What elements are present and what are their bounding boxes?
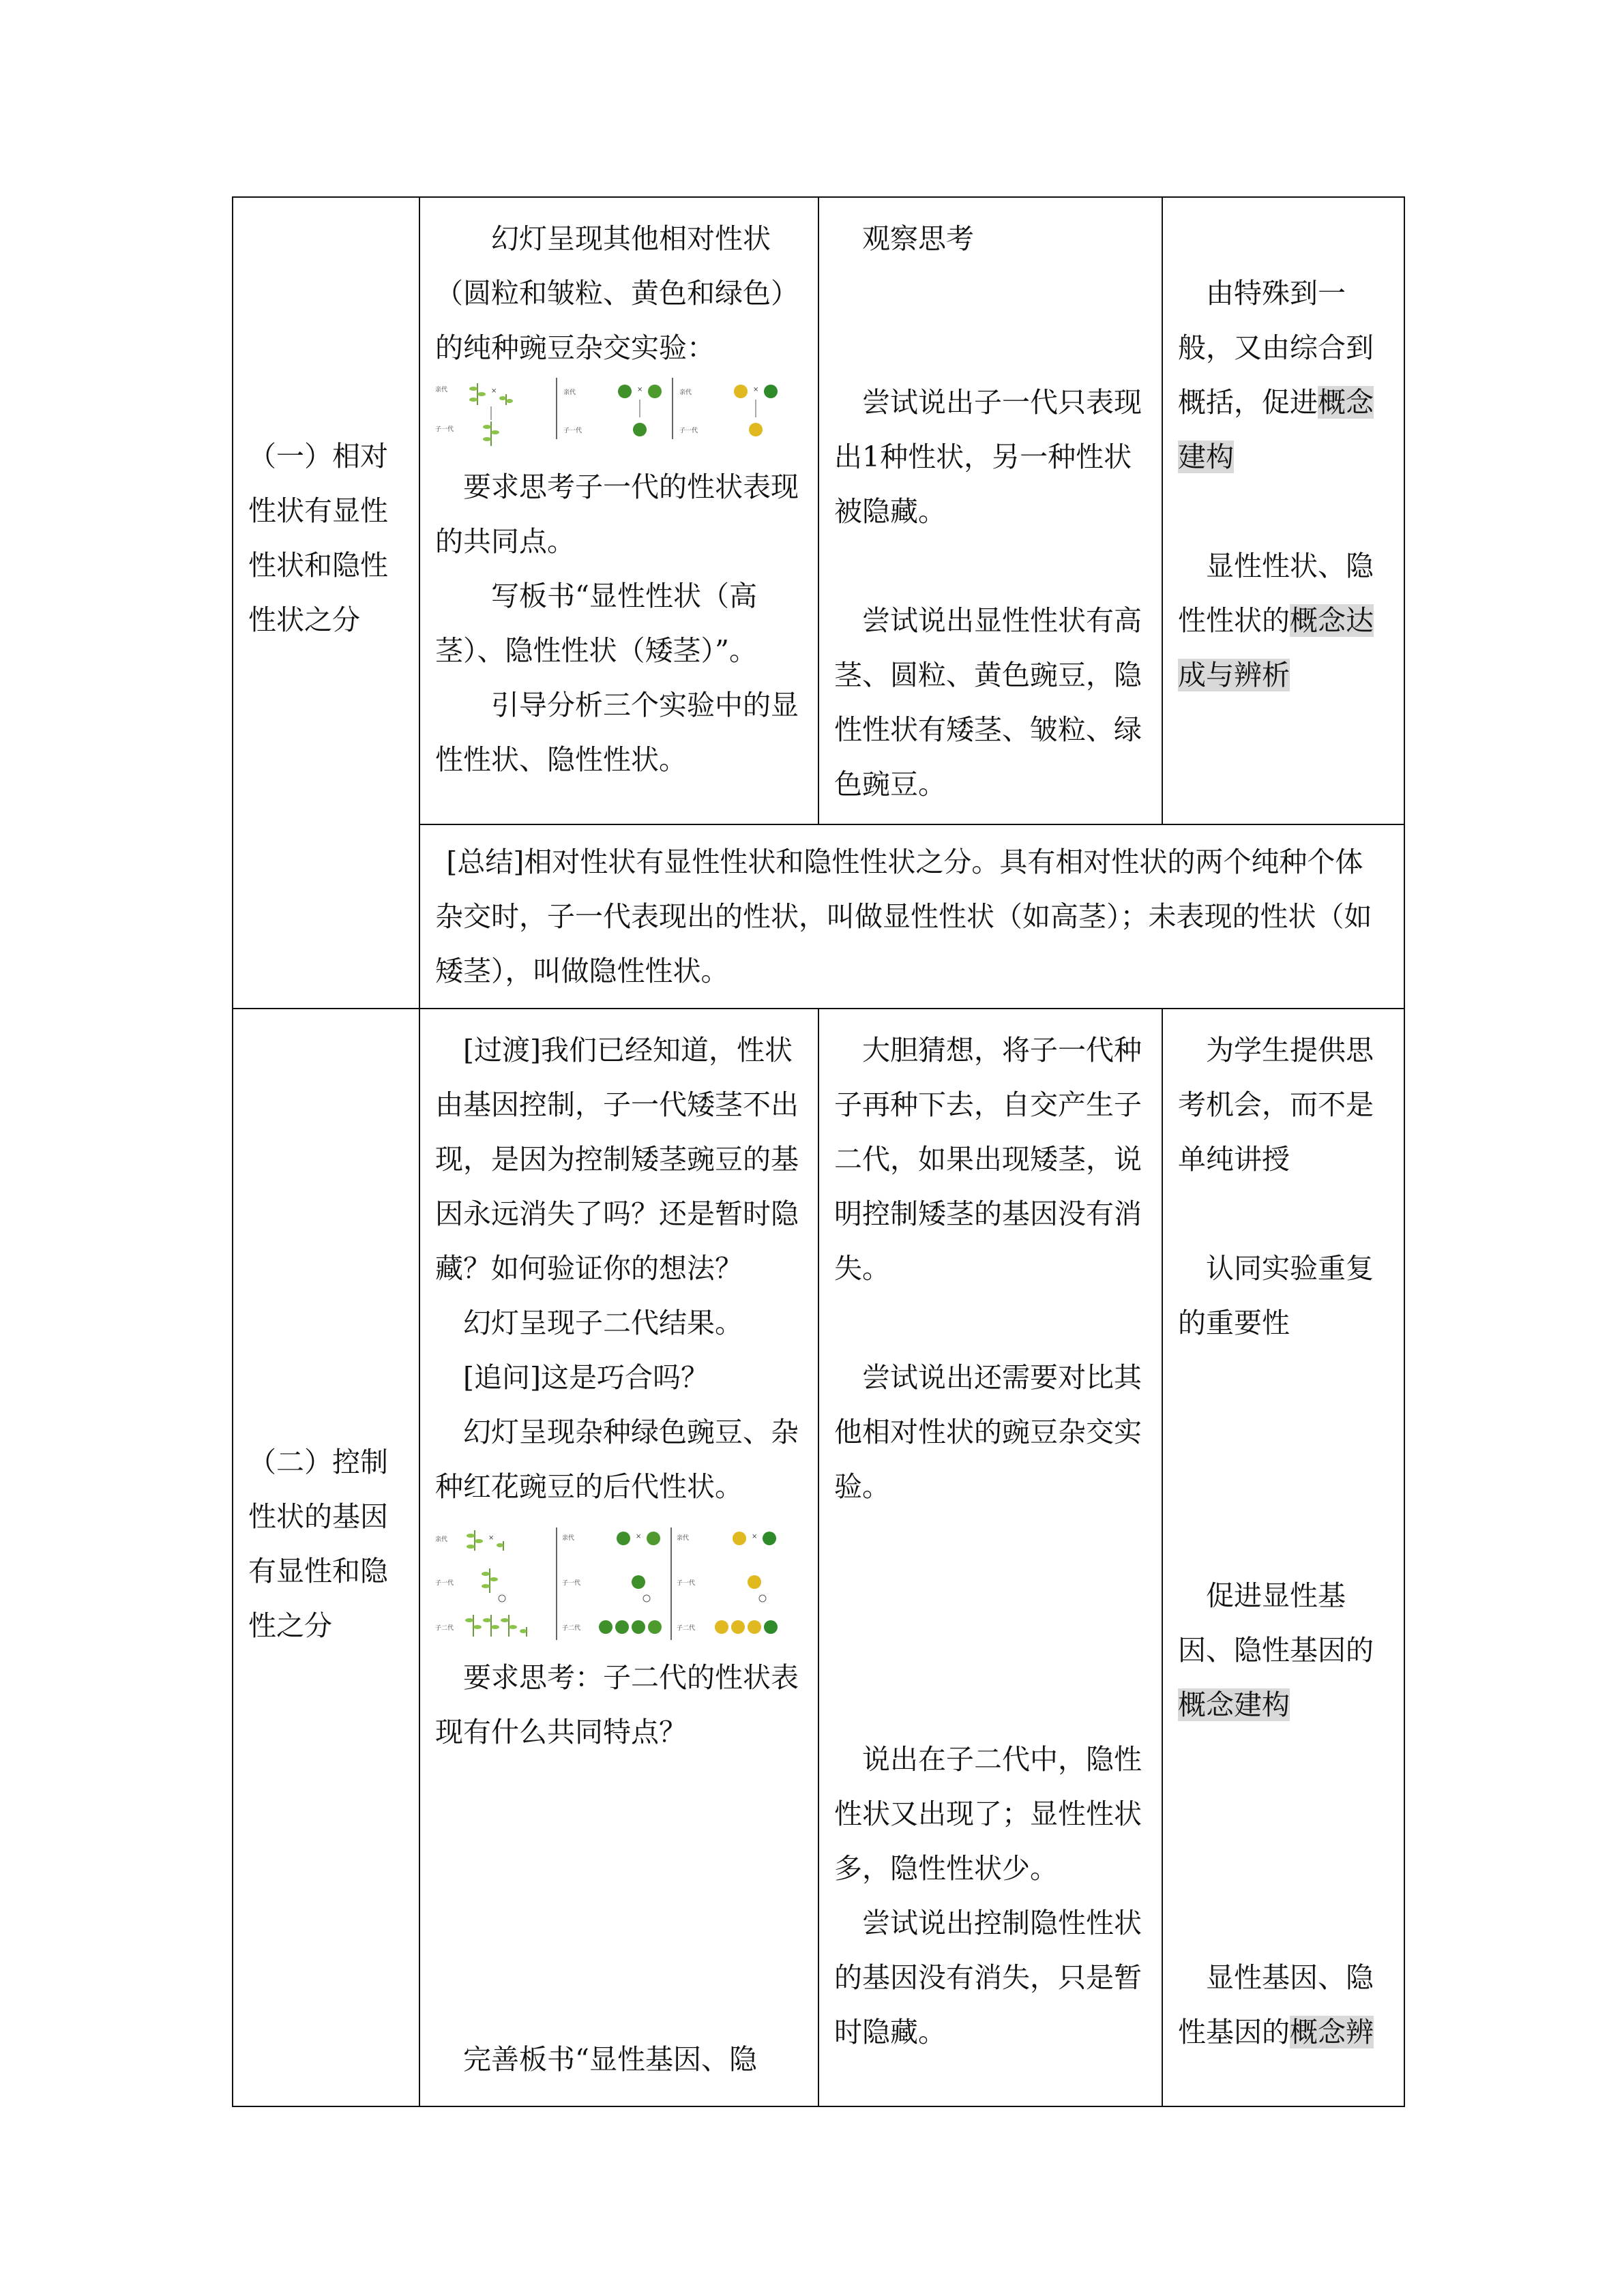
- section2-row: [233, 1009, 1404, 2106]
- fig4-f1-label: 子一代: [435, 1580, 454, 1587]
- section2-intent-cell: [1162, 1009, 1404, 2106]
- fig6-f1-label: 子一代: [677, 1580, 696, 1587]
- section2-student-p2: 尝试说出还需要对比其他相对性状的豌豆杂交实验。: [834, 1361, 1142, 1503]
- short-plant-icon: [497, 1541, 503, 1551]
- section1-teacher-p4: 引导分析三个实验中的显性性状、隐性性状。: [435, 689, 799, 776]
- highlight-concept-distinguish: 概念辨: [1290, 2016, 1374, 2048]
- f1-round-pea-icon: [633, 423, 647, 436]
- section1-student-p2: 尝试说出子一代只表现出1种性状，另一种性状被隐藏。: [834, 386, 1142, 528]
- section2-intent-p2: 认同实验重复的重要性: [1178, 1252, 1374, 1339]
- fig2-parent-label: 亲代: [563, 389, 576, 396]
- section1-teacher-p2: 要求思考子一代的性状表现的共同点。: [435, 471, 799, 558]
- tall-plant-icon: [469, 383, 486, 405]
- fig4-parent-label: 亲代: [435, 1536, 448, 1543]
- section2-intent-p1: 为学生提供思考机会，而不是单纯讲授: [1178, 1034, 1374, 1176]
- pea-cross-f1-figure: [435, 378, 803, 453]
- fig5-f2-label: 子二代: [562, 1625, 581, 1632]
- section2-title-cell: [233, 1009, 419, 2106]
- fig6-parent-label: 亲代: [677, 1535, 690, 1542]
- section2-student-cell: [818, 1009, 1162, 2106]
- f2-plants-icon: [465, 1615, 527, 1637]
- section1-summary: [总结]相对性状有显性性状和隐性性状之分。具有相对性状的两个纯种个体杂交时，子一代表现出的性状，叫做显性性状（如高茎）；未表现的性状（如矮茎），叫做隐性性状。: [435, 846, 1372, 987]
- highlight-concept-analysis: 概念达成与辨析: [1178, 604, 1374, 691]
- section2-teacher-p3: [追问]这是巧合吗？: [463, 1361, 709, 1394]
- f1-plant-icon: [483, 421, 499, 446]
- section1-intent-p1: 由特殊到一般，又由综合到概括，促进概念建构: [1178, 277, 1374, 473]
- fig3-parent-label: 亲代: [679, 389, 692, 396]
- section1-title-cell: [233, 197, 419, 1009]
- lesson-plan-table: [232, 196, 1405, 2107]
- f1-yellow-pea-icon: [749, 423, 763, 436]
- svg-text:×: ×: [636, 1533, 642, 1540]
- fig1-parent-label: 亲代: [435, 387, 448, 393]
- svg-text:×: ×: [491, 387, 497, 395]
- section2-title: （二）控制性状的基因有显性和隐性之分: [248, 1446, 388, 1642]
- section1-intent-cell: [1162, 197, 1404, 824]
- section2-student-p1: 大胆猜想，将子一代种子再种下去，自交产生子二代，如果出现矮茎，说明控制矮茎的基因没有消失。: [834, 1034, 1142, 1285]
- section2-teacher-p2: 幻灯呈现子二代结果。: [463, 1307, 743, 1339]
- tall-plant-icon: [467, 1530, 483, 1551]
- section1-student-p3: 尝试说出显性性状有高茎、圆粒、黄色豌豆，隐性性状有矮茎、皱粒、绿色豌豆。: [834, 604, 1142, 801]
- section2-intent-p3: 促进显性基因、隐性基因的概念建构: [1178, 1579, 1374, 1721]
- wrinkled-pea-icon: [648, 385, 662, 398]
- highlight-concept-building: 概念建构: [1178, 386, 1374, 473]
- section2-student-p3: 说出在子二代中，隐性性状又出现了；显性性状多，隐性性状少。: [834, 1743, 1142, 1885]
- section2-teacher-p1: [过渡]我们已经知道，性状由基因控制，子一代矮茎不出现，是因为控制矮茎豌豆的基因永远消失了吗？还是暂时隐藏？如何验证你的想法？: [435, 1034, 799, 1285]
- section1-row: [233, 197, 1404, 824]
- section1-summary-cell: [419, 824, 1404, 1009]
- section1-title: （一）相对性状有显性性状和隐性性状之分: [248, 440, 388, 636]
- fig2-f1-label: 子一代: [563, 428, 582, 434]
- fig5-parent-label: 亲代: [562, 1535, 575, 1542]
- svg-text:×: ×: [488, 1534, 494, 1542]
- section1-student-cell: [818, 197, 1162, 824]
- highlight-concept-building: 概念建构: [1178, 1688, 1290, 1721]
- fig4-f2-label: 子二代: [435, 1625, 454, 1632]
- section1-student-p1: 观察思考: [862, 222, 974, 255]
- self-cross-icon: [499, 1595, 505, 1602]
- f1-plant-icon: [482, 1568, 498, 1593]
- fig6-f2-label: 子二代: [677, 1625, 696, 1632]
- pea-cross-f2-figure: [435, 1527, 803, 1643]
- green-pea-icon: [764, 385, 778, 398]
- round-pea-icon: [618, 385, 632, 398]
- section2-teacher-cell: [419, 1009, 818, 2106]
- svg-text:×: ×: [753, 386, 759, 393]
- section1-teacher-p1: 幻灯呈现其他相对性状（圆粒和皱粒、黄色和绿色）的纯种豌豆杂交实验：: [435, 222, 799, 364]
- section1-teacher-cell: [419, 197, 818, 824]
- fig3-f1-label: 子一代: [679, 428, 698, 434]
- section1-intent-p2: 显性性状、隐性性状的概念达成与辨析: [1178, 550, 1374, 691]
- section2-intent-p4: 显性基因、隐性基因的概念辨: [1178, 1961, 1374, 2048]
- svg-text:×: ×: [637, 386, 643, 393]
- section1-teacher-p3: 写板书“显性性状（高茎）、隐性性状（矮茎）”。: [435, 580, 757, 667]
- fig5-f1-label: 子一代: [562, 1580, 581, 1587]
- section2-teacher-p5: 要求思考：子二代的性状表现有什么共同特点？: [435, 1661, 799, 1748]
- fig1-f1-label: 子一代: [435, 426, 454, 433]
- section2-student-p4: 尝试说出控制隐性性状的基因没有消失，只是暂时隐藏。: [834, 1907, 1142, 2048]
- svg-text:×: ×: [752, 1533, 758, 1540]
- yellow-pea-icon: [734, 385, 748, 398]
- section2-teacher-p4: 幻灯呈现杂种绿色豌豆、杂种红花豌豆的后代性状。: [435, 1416, 799, 1503]
- short-plant-icon: [499, 394, 513, 405]
- section2-teacher-p6: 完善板书“显性基因、隐: [463, 2043, 757, 2076]
